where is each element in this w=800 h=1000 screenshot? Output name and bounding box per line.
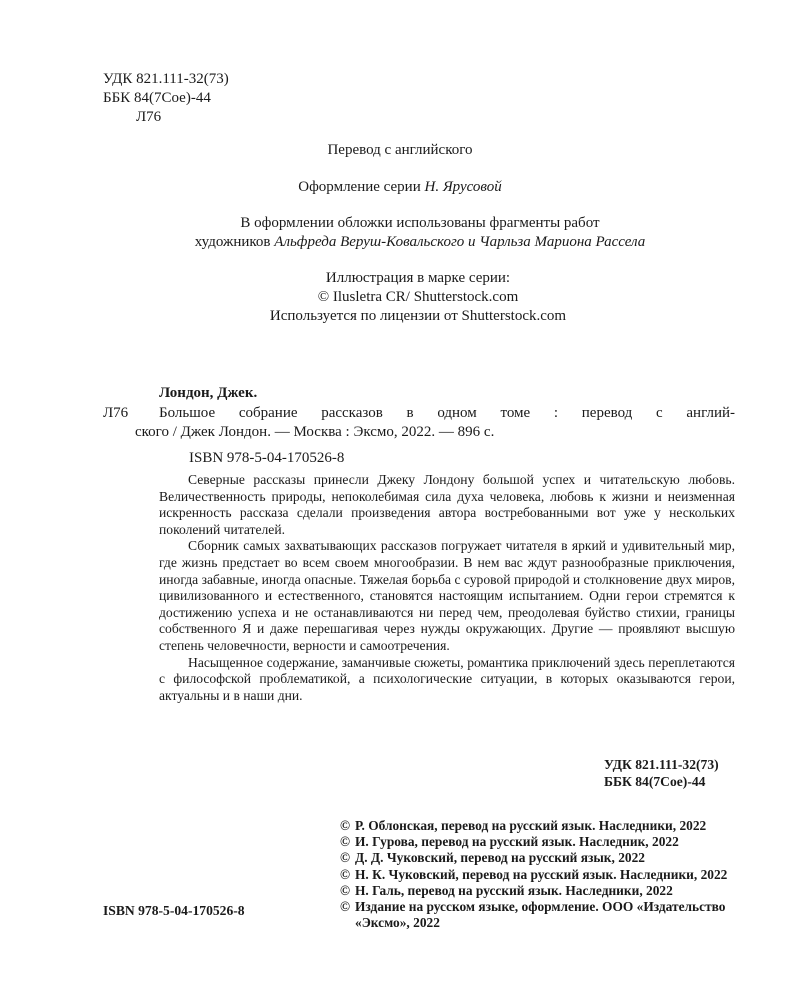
copyright-line [340,883,740,899]
bibliographic-author: Лондон, Джек. [159,385,258,401]
cover-credit-line1: В оформлении обложки использованы фрагменты работ [240,215,600,231]
copyright-line [340,818,740,834]
mark-illustration-line1: Иллюстрация в марке серии: [325,270,511,286]
mark-illustration-line2: © Ilusletra CR/ Shutterstock.com [317,289,519,305]
copyright-text: Н. К. Чуковский, перевод на русский язык. Наследники, 2022 [355,866,728,882]
copyright-text: Д. Д. Чуковский, перевод на русский язык, 2022 [355,850,646,866]
copyright-symbol: © [340,818,351,833]
annotation-paragraph-3: Насыщенное содержание, заманчивые сюжеты, романтика приключений здесь переплетаются с философской проблематикой, а психологические ситуации, в которых оказываются герои, актуальны и в наши дни. [159,654,735,703]
copyright-symbol: © [340,882,351,898]
copyright-text: Р. Облонская, перевод на русский язык. Наследники, 2022 [355,818,707,833]
author-mark: Л76 [136,109,162,125]
copyright-text: И. Гурова, перевод на русский язык. Наследник, 2022 [355,834,679,850]
footer-isbn: ISBN 978-5-04-170526-8 [103,903,245,918]
copyright-line [340,850,740,866]
annotation-paragraph-2: Сборник самых захватывающих рассказов погружает читателя в яркий и удивительный мир, где жизнь предстает во всем своем многообразии. В нем вас ждут разнообразные приключения, иногда забавные, иногда опасные. Тяжелая борьба с суровой природой и столкновение двух миров, цивилизованного и естественного, становятся настоящим испытанием. Одни герои стремятся к достижению успеха и не останавливаются ни перед чем, преодолевая буйство стихии, границы собственного Я и даже перешагивая через нужды окружающих. Другие — проявляют высшую степень человечности, верности и самоотречения. [159,538,735,653]
copyright-line [340,899,740,931]
series-design-credit [0,178,800,197]
series-design-name: Н. Ярусовой [424,179,502,195]
copyright-symbol: © [340,850,351,866]
bibliographic-isbn: ISBN 978-5-04-170526-8 [189,450,345,466]
udk-code-bottom: УДК 821.111-32(73) [604,757,719,772]
copyright-line [340,834,740,850]
cover-credit-prefix: художников [194,234,271,250]
copyright-text: Издание на русском языке, оформление. ООО «Издательство «Эксмо», 2022 [355,899,726,931]
bbk-code-bottom: ББК 84(7Сое)-44 [604,774,706,789]
series-design-prefix: Оформление серии [298,179,421,195]
bbk-code: ББК 84(7Сое)-44 [103,90,211,106]
bibliographic-mark: Л76 [103,405,129,421]
bibliographic-line1: Большое собрание рассказов в одном томе : перевод с англий- [159,405,735,421]
bibliographic-line2: ского / Джек Лондон. — Москва : Эксмо, 2022. — 896 с. [135,424,495,440]
copyright-symbol: © [340,834,351,850]
copyright-symbol: © [340,866,351,882]
copyright-symbol: © [340,899,351,915]
annotation-paragraph-1: Северные рассказы принесли Джеку Лондону большой успех и читательскую любовь. Величественность природы, непоколебимая сила духа человека, любовь к жизни и неизменная искренность рассказа сделали произведения автора востребованными вот уже у нескольких поколений читателей. [159,472,735,537]
cover-credit-line2 [0,233,800,252]
cover-credit-artists: Альфреда Веруш-Ковальского и Чарльза Мариона Рассела [274,234,646,250]
copyright-line [340,867,740,883]
udk-code: УДК 821.111-32(73) [103,71,229,87]
copyright-text: Н. Галь, перевод на русский язык. Наследники, 2022 [355,882,673,898]
translation-credit: Перевод с английского [327,142,473,158]
copyright-block [340,818,740,931]
annotation [159,472,735,704]
mark-illustration-line3: Используется по лицензии от Shutterstock.com [269,308,567,324]
